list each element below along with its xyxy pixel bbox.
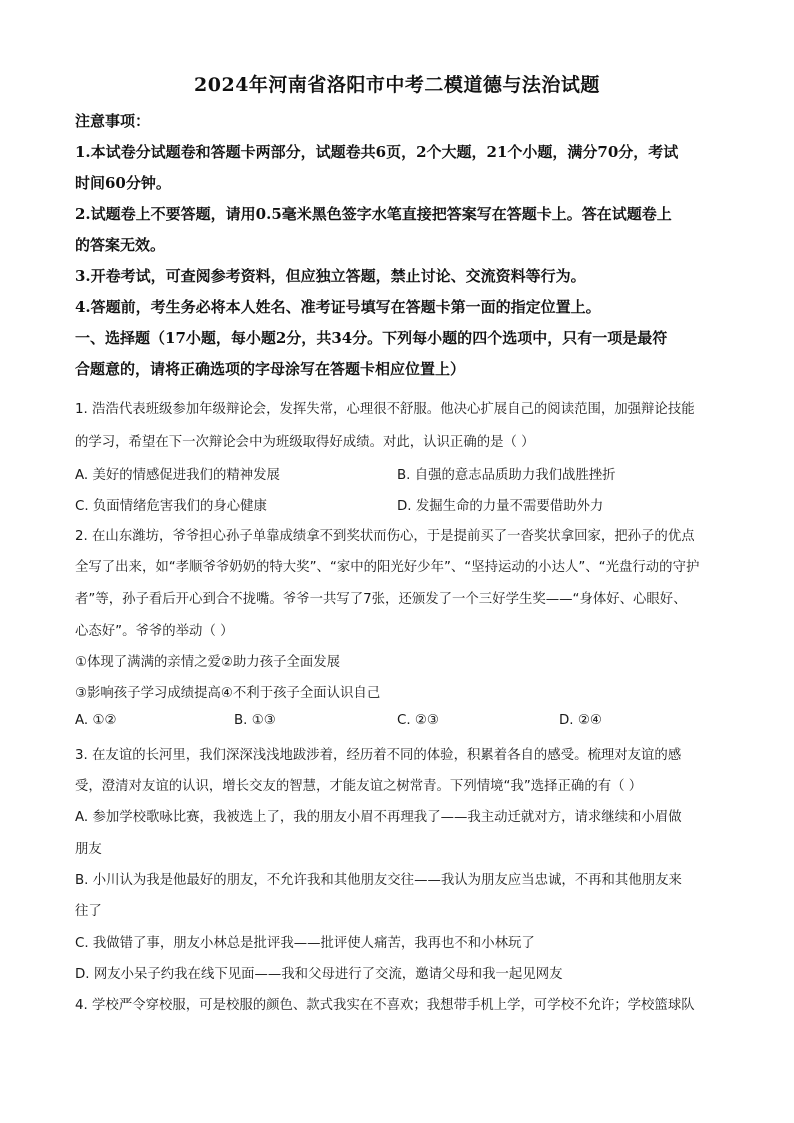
question-3-text: 3. 在友谊的长河里，我们深深浅浅地跋涉着，经历着不同的体验，积累着各自的感受。梳理对友谊的感 xyxy=(75,748,682,763)
notice-heading: 注意事项： xyxy=(75,112,151,130)
question-3-option-b: B. 小川认为我是他最好的朋友，不允许我和其他朋友交往——我认为朋友应当忠诚，不再和其他朋友来 xyxy=(75,873,682,888)
notice-line: 1.本试卷分试题卷和答题卡两部分，试题卷共6页，2个大题，21个小题，满分70分，考试 xyxy=(75,143,679,161)
page-title: 2024年河南省洛阳市中考二模道德与法治试题 xyxy=(194,74,600,96)
question-4-text: 4. 学校严令穿校服，可是校服的颜色、款式我实在不喜欢；我想带手机上学，可学校不允许；学校篮球队 xyxy=(75,998,695,1013)
question-3-option-a: 朋友 xyxy=(75,842,102,857)
question-3-option-b: 往了 xyxy=(75,904,102,919)
question-1-option-b: B. 自强的意志品质助力我们战胜挫折 xyxy=(397,468,616,483)
notice-line: 的答案无效。 xyxy=(75,236,166,254)
section-heading: 一、选择题（17小题，每小题2分，共34分。下列每小题的四个选项中，只有一项是最符 xyxy=(75,329,668,347)
question-3-option-c: C. 我做错了事，朋友小林总是批评我——批评使人痛苦，我再也不和小林玩了 xyxy=(75,936,535,951)
question-2-text: 心态好”。爷爷的举动（ ） xyxy=(75,624,234,639)
notice-line: 4.答题前，考生务必将本人姓名、准考证号填写在答题卡第一面的指定位置上。 xyxy=(75,298,601,316)
notice-line: 时间60分钟。 xyxy=(75,174,171,192)
question-1-option-c: C. 负面情绪危害我们的身心健康 xyxy=(75,499,267,514)
question-2-option-b: B. ①③ xyxy=(234,713,276,728)
question-2-option-c: C. ②③ xyxy=(397,713,439,728)
question-1-text: 1. 浩浩代表班级参加年级辩论会，发挥失常，心理很不舒服。他决心扩展自己的阅读范围，加强辩论技能 xyxy=(75,402,695,417)
question-2-option-a: A. ①② xyxy=(75,713,117,728)
question-3-text: 受，澄清对友谊的认识，增长交友的智慧，才能友谊之树常青。下列情境“我”选择正确的有（ ） xyxy=(75,779,643,794)
question-2-option-d: D. ②④ xyxy=(559,713,602,728)
question-2-text: 全写了出来，如“孝顺爷爷奶奶的特大奖”、“家中的阳光好少年”、“坚持运动的小达人”、“光盘行动的守护 xyxy=(75,560,700,575)
question-2-statement: ①体现了满满的亲情之爱②助力孩子全面发展 xyxy=(75,655,341,670)
question-3-option-d: D. 网友小呆子约我在线下见面——我和父母进行了交流，邀请父母和我一起见网友 xyxy=(75,967,563,982)
question-3-option-a: A. 参加学校歌咏比赛，我被选上了，我的朋友小眉不再理我了——我主动迁就对方，请求继续和小眉做 xyxy=(75,810,682,825)
question-2-text: 2. 在山东潍坊，爷爷担心孙子单靠成绩拿不到奖状而伤心，于是提前买了一沓奖状拿回家，把孙子的优点 xyxy=(75,529,695,544)
notice-line: 2.试题卷上不要答题，请用0.5毫米黑色签字水笔直接把答案写在答题卡上。答在试题卷上 xyxy=(75,205,672,223)
question-2-statement: ③影响孩子学习成绩提高④不利于孩子全面认识自己 xyxy=(75,686,381,701)
question-1-option-a: A. 美好的情感促进我们的精神发展 xyxy=(75,468,280,483)
question-1-text: 的学习，希望在下一次辩论会中为班级取得好成绩。对此，认识正确的是（ ） xyxy=(75,435,535,450)
question-1-option-d: D. 发掘生命的力量不需要借助外力 xyxy=(397,499,604,514)
notice-line: 3.开卷考试，可查阅参考资料，但应独立答题，禁止讨论、交流资料等行为。 xyxy=(75,267,586,285)
question-2-text: 者”等，孙子看后开心到合不拢嘴。爷爷一共写了7张，还颁发了一个三好学生奖——“身体好、心眼好、 xyxy=(75,592,687,607)
section-heading: 合题意的，请将正确选项的字母涂写在答题卡相应位置上） xyxy=(75,360,466,378)
